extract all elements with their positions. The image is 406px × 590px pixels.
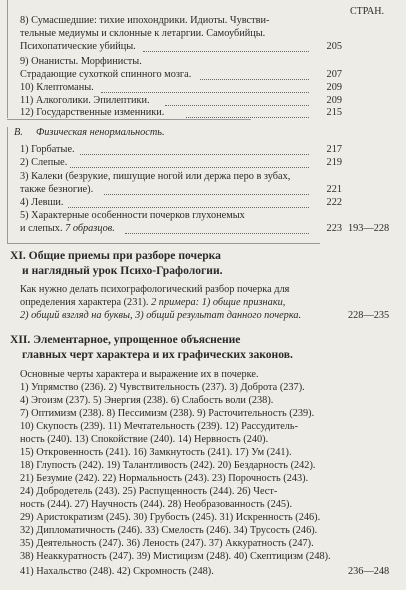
toc-line: Страдающие сухоткой спинного мозга. bbox=[20, 69, 192, 80]
trait-line: 32) Дипломатичность (246). 33) Смелость (246). 34) Трусость (246). bbox=[20, 525, 318, 536]
page-number: 219 bbox=[326, 157, 342, 168]
page-number: 222 bbox=[326, 197, 342, 208]
trait-line: 1) Упрямство (236). 2) Чувствительность (237). 3) Доброта (237). bbox=[20, 382, 305, 393]
section-body-italic: 2) общий взгляд на буквы, 3) общий результат данного почерка. bbox=[20, 310, 302, 321]
page-range: 228—235 bbox=[348, 310, 390, 321]
section-heading: главных черт характера и их графических законов. bbox=[22, 348, 293, 361]
section-body bbox=[20, 297, 285, 310]
leader-dots bbox=[104, 194, 309, 195]
trait-line: 10) Скупость (239). 11) Мечтательность (239). 12) Рассудитель- bbox=[20, 421, 299, 432]
trait-line: 18) Глупость (242). 19) Талантливость (242). 20) Бездарность (242). bbox=[20, 460, 316, 471]
trait-line: 4) Эгоизм (237). 5) Энергия (238). 6) Слабость воли (238). bbox=[20, 395, 274, 406]
toc-line: 4) Левши. bbox=[20, 197, 64, 208]
leader-dots bbox=[125, 233, 309, 234]
toc-line: 12) Государственные изменники. bbox=[20, 107, 165, 118]
toc-line: тельные медиумы и склонные к летаргии. Самоубийцы. bbox=[20, 28, 266, 39]
section-body-text: определения характера (231). bbox=[20, 297, 149, 308]
toc-line bbox=[20, 223, 115, 236]
page-range: 236—248 bbox=[348, 566, 390, 577]
page-number: 209 bbox=[326, 95, 342, 106]
page-number: 223 bbox=[326, 223, 342, 234]
section-letter: В. bbox=[14, 127, 23, 138]
leader-dots bbox=[101, 92, 309, 93]
toc-line: 5) Характерные особенности почерков глухонемых bbox=[20, 210, 245, 221]
page-number: 215 bbox=[326, 107, 342, 118]
toc-line: 2) Слепые. bbox=[20, 157, 68, 168]
trait-line: 41) Нахальство (248). 42) Скромность (248). bbox=[20, 566, 214, 577]
page-number: 207 bbox=[326, 69, 342, 80]
trait-line: 21) Безумие (242). 22) Нормальность (243). 23) Порочность (243). bbox=[20, 473, 309, 484]
left-margin-rule-top bbox=[7, 0, 8, 118]
trait-line: ность (244). 27) Научность (244). 28) Необразованность (245). bbox=[20, 499, 293, 510]
leader-dots bbox=[186, 117, 309, 118]
page-number: 217 bbox=[326, 144, 342, 155]
toc-line-text: и слепых. bbox=[20, 223, 63, 234]
leader-dots bbox=[143, 51, 309, 52]
leader-dots bbox=[68, 207, 309, 208]
section-body: Как нужно делать психографологический разбор почерка для bbox=[20, 284, 290, 295]
toc-line: также безногие). bbox=[20, 184, 94, 195]
section-title: Физическая ненормальность. bbox=[36, 127, 165, 138]
trait-line: ность (240). 13) Спокойствие (240). 14) Нервность (240). bbox=[20, 434, 269, 445]
leader-dots bbox=[165, 105, 309, 106]
toc-line-italic: 7 образцов. bbox=[65, 223, 115, 234]
page-number: 221 bbox=[326, 184, 342, 195]
leader-dots bbox=[70, 167, 309, 168]
page-number: 205 bbox=[326, 41, 342, 52]
leader-dots bbox=[200, 79, 309, 80]
toc-line: 10) Клептоманы. bbox=[20, 82, 94, 93]
trait-line: 38) Неаккуратность (247). 39) Мистицизм (248). 40) Скептицизм (248). bbox=[20, 551, 331, 562]
section-heading: XII. Элементарное, упрощенное объяснение bbox=[10, 333, 241, 346]
trait-line: 29) Аристократизм (245). 30) Грубость (245). 31) Искренность (246). bbox=[20, 512, 321, 523]
page-range: 193—228 bbox=[348, 223, 390, 234]
section-body-italic: 2 примера: 1) общие признаки, bbox=[151, 297, 286, 308]
column-header-pages: СТРАН. bbox=[350, 6, 385, 17]
toc-line: 3) Калеки (безрукие, пишущие ногой или держа перо в зубах, bbox=[20, 171, 291, 182]
toc-line: 9) Онанисты. Морфинисты. bbox=[20, 56, 142, 67]
trait-line: Основные черты характера и выражение их в почерке. bbox=[20, 369, 259, 380]
toc-line: 11) Алкоголики. Эпилептики. bbox=[20, 95, 150, 106]
toc-line: Психопатические убийцы. bbox=[20, 41, 136, 52]
leader-dots bbox=[80, 154, 309, 155]
section-divider-2 bbox=[7, 243, 320, 244]
toc-line: 1) Горбатые. bbox=[20, 144, 75, 155]
trait-line: 24) Добродетель (243). 25) Распущенность (244). 26) Чест- bbox=[20, 486, 278, 497]
trait-line: 7) Оптимизм (238). 8) Пессимизм (238). 9) Расточительность (239). bbox=[20, 408, 315, 419]
section-heading: и наглядный урок Психо-Графологии. bbox=[22, 264, 223, 277]
trait-line: 35) Деятельность (247). 36) Леность (247). 37) Аккуратность (247). bbox=[20, 538, 314, 549]
section-heading: XI. Общие приемы при разборе почерка bbox=[10, 249, 221, 262]
left-margin-rule-b bbox=[7, 127, 8, 243]
page-number: 209 bbox=[326, 82, 342, 93]
toc-line: 8) Сумасшедшие: тихие ипохондрики. Идиоты. Чувстви- bbox=[20, 15, 270, 26]
trait-line: 15) Откровенность (241). 16) Замкнутость (241). 17) Ум (241). bbox=[20, 447, 292, 458]
